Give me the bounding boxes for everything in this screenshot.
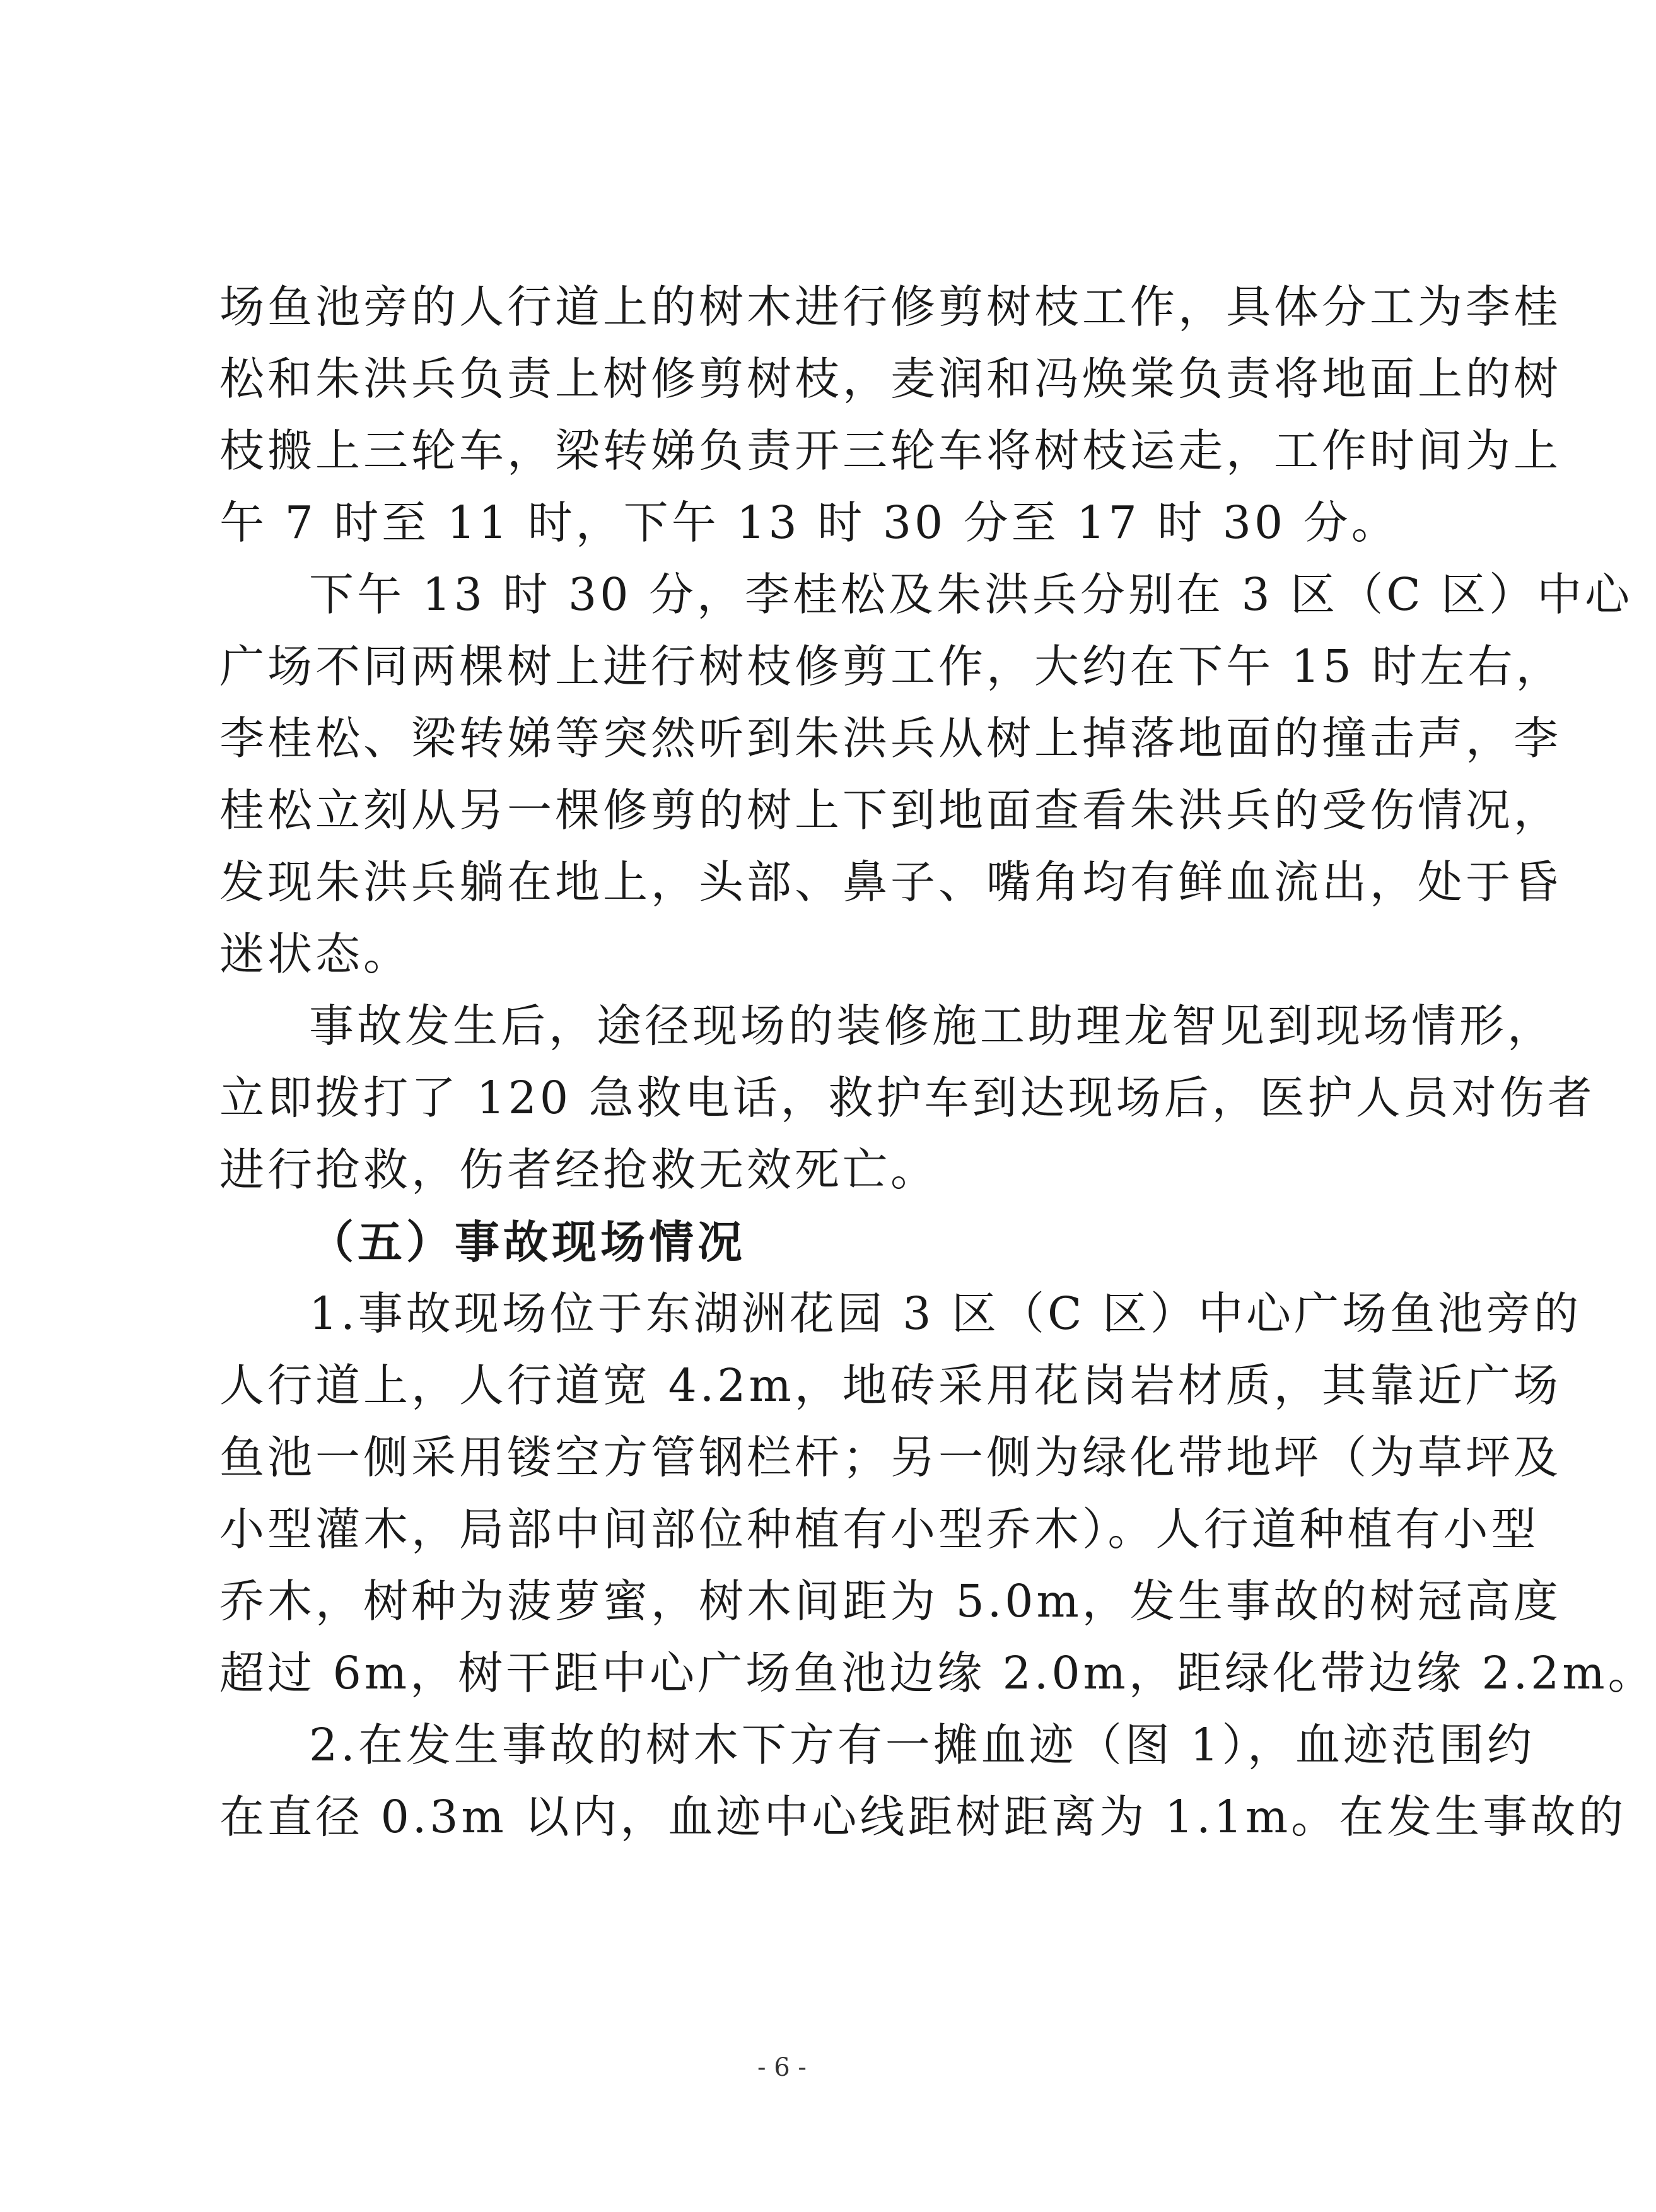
paragraph-line: 小型灌木，局部中间部位种植有小型乔木）。人行道种植有小型 [219,1503,1539,1555]
paragraph-line: 下午 13 时 30 分，李桂松及朱洪兵分别在 3 区（C 区）中心 [309,568,1633,621]
paragraph-line: 迷状态。 [219,928,412,980]
paragraph-line: 人行道上，人行道宽 4.2m，地砖采用花岗岩材质，其靠近广场 [219,1359,1561,1412]
paragraph-line: 发现朱洪兵躺在地上，头部、鼻子、嘴角均有鲜血流出，处于昏 [219,856,1562,908]
paragraph-line: 1.事故现场位于东湖洲花园 3 区（C 区）中心广场鱼池旁的 [309,1287,1582,1340]
document-body [219,271,1656,1853]
paragraph-line: 事故发生后，途径现场的装修施工助理龙智见到现场情形， [309,1000,1556,1052]
paragraph-line: 枝搬上三轮车，梁转娣负责开三轮车将树枝运走，工作时间为上 [219,424,1562,477]
paragraph-line: 在直径 0.3m 以内，血迹中心线距树距离为 1.1m。在发生事故的 [219,1791,1627,1843]
paragraph-line: 2.在发生事故的树木下方有一摊血迹（图 1），血迹范围约 [309,1719,1535,1771]
paragraph-line: 鱼池一侧采用镂空方管钢栏杆；另一侧为绿化带地坪（为草坪及 [219,1431,1562,1483]
paragraph-line: 进行抢救，伤者经抢救无效死亡。 [219,1144,939,1196]
page-number: - 6 - [757,2053,807,2082]
paragraph-line: 乔木，树种为菠萝蜜，树木间距为 5.0m，发生事故的树冠高度 [219,1575,1561,1627]
paragraph-line: 李桂松、梁转娣等突然听到朱洪兵从树上掉落地面的撞击声，李 [219,712,1562,764]
section-heading: （五）事故现场情况 [309,1215,747,1268]
paragraph-line: 松和朱洪兵负责上树修剪树枝，麦润和冯焕棠负责将地面上的树 [219,353,1562,405]
paragraph-line: 超过 6m，树干距中心广场鱼池边缘 2.0m，距绿化带边缘 2.2m。 [219,1647,1656,1699]
paragraph-line: 立即拨打了 120 急救电话，救护车到达现场后，医护人员对伤者 [219,1072,1595,1124]
paragraph-line: 场鱼池旁的人行道上的树木进行修剪树枝工作，具体分工为李桂 [219,281,1562,333]
paragraph-line: 桂松立刻从另一棵修剪的树上下到地面查看朱洪兵的受伤情况， [219,784,1562,836]
paragraph-line: 午 7 时至 11 时，下午 13 时 30 分至 17 时 30 分。 [219,496,1399,549]
paragraph-line: 广场不同两棵树上进行树枝修剪工作，大约在下午 15 时左右， [219,640,1564,693]
